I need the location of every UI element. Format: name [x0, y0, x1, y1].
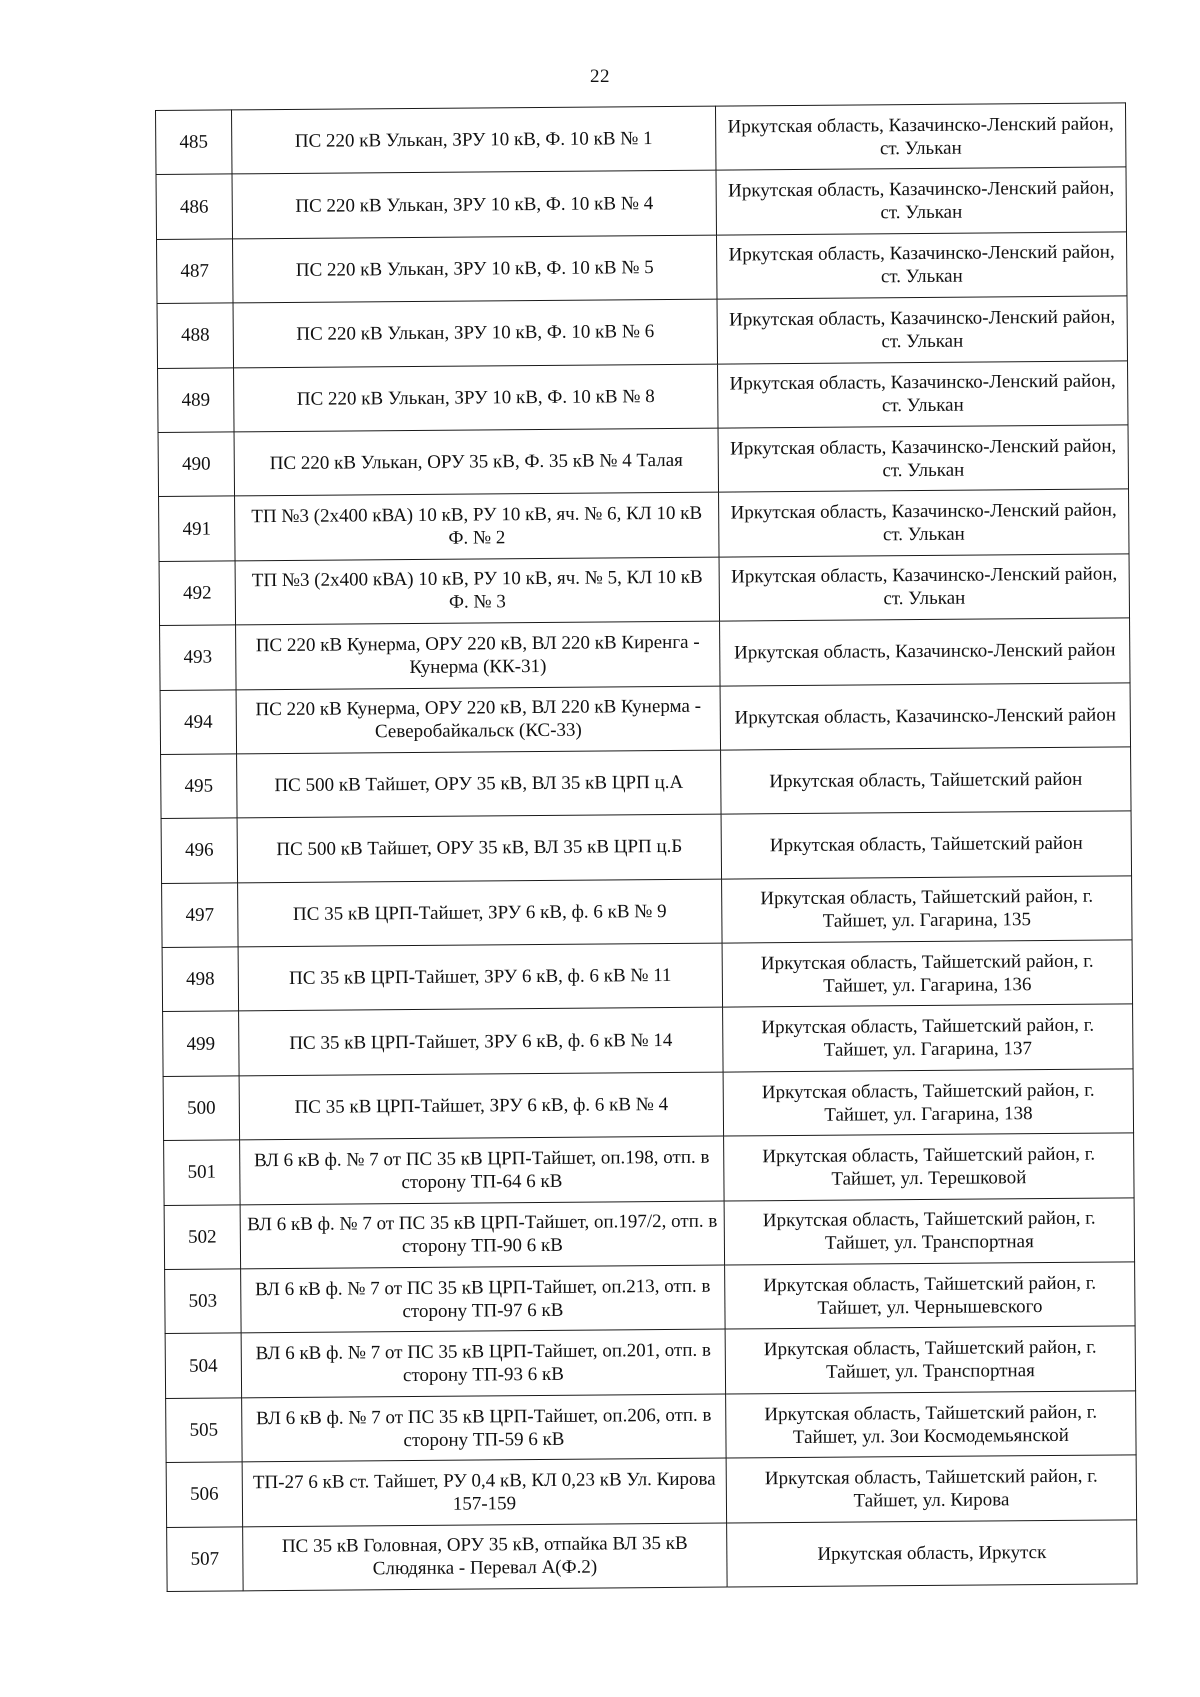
- table-row: [156, 103, 1126, 175]
- object-name-cell: ПС 35 кВ ЦРП-Тайшет, ЗРУ 6 кВ, ф. 6 кВ № 4: [239, 1072, 723, 1140]
- row-number-cell: 497: [162, 883, 239, 948]
- location-cell: Иркутская область, Тайшетский район, г. Тайшет, ул. Гагарина, 136: [722, 940, 1132, 1008]
- table-row: [163, 1069, 1133, 1141]
- object-name-cell: ТП №3 (2х400 кВА) 10 кВ, РУ 10 кВ, яч. № 6, КЛ 10 кВ Ф. № 2: [235, 492, 719, 560]
- table-row: [159, 489, 1129, 561]
- location-cell: Иркутская область, Казачинско-Ленский район: [720, 682, 1130, 750]
- object-name-cell: ПС 35 кВ ЦРП-Тайшет, ЗРУ 6 кВ, ф. 6 кВ № 14: [239, 1008, 723, 1076]
- row-number-cell: 499: [163, 1011, 240, 1076]
- row-number-cell: 486: [156, 174, 233, 239]
- object-name-cell: ПС 220 кВ Кунерма, ОРУ 220 кВ, ВЛ 220 кВ Кунерма - Северобайкальск (КС-33): [236, 686, 720, 754]
- table-row: [159, 554, 1129, 626]
- table-row: [163, 1004, 1133, 1076]
- table-row: [167, 1519, 1137, 1591]
- row-number-cell: 506: [166, 1462, 243, 1527]
- table-row: [162, 940, 1132, 1012]
- object-name-cell: ПС 500 кВ Тайшет, ОРУ 35 кВ, ВЛ 35 кВ ЦРП ц.Б: [237, 814, 721, 882]
- location-cell: Иркутская область, Тайшетский район, г. Тайшет, ул. Кирова: [726, 1455, 1136, 1523]
- location-cell: Иркутская область, Тайшетский район, г. Тайшет, ул. Гагарина, 137: [723, 1004, 1133, 1072]
- object-name-cell: ПС 220 кВ Улькан, ЗРУ 10 кВ, Ф. 10 кВ № 5: [233, 235, 717, 303]
- row-number-cell: 498: [162, 947, 239, 1012]
- row-number-cell: 503: [165, 1269, 242, 1334]
- location-cell: Иркутская область, Казачинско-Ленский район, ст. Улькан: [719, 554, 1129, 622]
- table-row: [165, 1262, 1135, 1334]
- object-name-cell: ВЛ 6 кВ ф. № 7 от ПС 35 кВ ЦРП-Тайшет, оп.198, отп. в сторону ТП-64 6 кВ: [240, 1136, 724, 1204]
- object-name-cell: ВЛ 6 кВ ф. № 7 от ПС 35 кВ ЦРП-Тайшет, оп.206, отп. в сторону ТП-59 6 кВ: [242, 1394, 726, 1462]
- table-row: [158, 425, 1128, 497]
- object-name-cell: ПС 500 кВ Тайшет, ОРУ 35 кВ, ВЛ 35 кВ ЦРП ц.А: [237, 750, 721, 818]
- row-number-cell: 504: [165, 1333, 242, 1398]
- object-name-cell: ПС 35 кВ ЦРП-Тайшет, ЗРУ 6 кВ, ф. 6 кВ № 9: [238, 879, 722, 947]
- object-name-cell: ПС 220 кВ Улькан, ЗРУ 10 кВ, Ф. 10 кВ № 8: [234, 364, 718, 432]
- location-cell: Иркутская область, Казачинско-Ленский район: [720, 618, 1130, 686]
- object-name-cell: ПС 220 кВ Кунерма, ОРУ 220 кВ, ВЛ 220 кВ Киренга - Кунерма (КК-31): [236, 621, 720, 689]
- registry-table-body: [156, 103, 1138, 1592]
- location-cell: Иркутская область, Тайшетский район, г. Тайшет, ул. Зои Космодемьянской: [726, 1391, 1136, 1459]
- object-name-cell: ВЛ 6 кВ ф. № 7 от ПС 35 кВ ЦРП-Тайшет, оп.213, отп. в сторону ТП-97 6 кВ: [241, 1265, 725, 1333]
- location-cell: Иркутская область, Тайшетский район: [721, 811, 1131, 879]
- table-row: [157, 296, 1127, 368]
- table-row: [161, 811, 1131, 883]
- table-row: [165, 1326, 1135, 1398]
- row-number-cell: 505: [166, 1398, 243, 1463]
- row-number-cell: 495: [161, 754, 238, 819]
- row-number-cell: 494: [160, 689, 237, 754]
- table-row: [164, 1133, 1134, 1205]
- table-row: [166, 1455, 1136, 1527]
- location-cell: Иркутская область, Казачинско-Ленский район, ст. Улькан: [718, 425, 1128, 493]
- location-cell: Иркутская область, Казачинско-Ленский район, ст. Улькан: [717, 296, 1127, 364]
- location-cell: Иркутская область, Казачинско-Ленский район, ст. Улькан: [718, 360, 1128, 428]
- table-row: [161, 747, 1131, 819]
- object-name-cell: ВЛ 6 кВ ф. № 7 от ПС 35 кВ ЦРП-Тайшет, оп.201, отп. в сторону ТП-93 6 кВ: [241, 1329, 725, 1397]
- object-name-cell: ПС 220 кВ Улькан, ЗРУ 10 кВ, Ф. 10 кВ № 4: [232, 170, 716, 238]
- table-row: [164, 1197, 1134, 1269]
- location-cell: Иркутская область, Тайшетский район, г. Тайшет, ул. Терешковой: [724, 1133, 1134, 1201]
- row-number-cell: 491: [159, 496, 236, 561]
- object-name-cell: ТП-27 6 кВ ст. Тайшет, РУ 0,4 кВ, КЛ 0,23 кВ Ул. Кирова 157-159: [242, 1458, 726, 1526]
- location-cell: Иркутская область, Тайшетский район, г. Тайшет, ул. Транспортная: [725, 1326, 1135, 1394]
- object-name-cell: ПС 220 кВ Улькан, ЗРУ 10 кВ, Ф. 10 кВ № 1: [232, 106, 716, 174]
- location-cell: Иркутская область, Тайшетский район, г. Тайшет, ул. Транспортная: [724, 1197, 1134, 1265]
- object-name-cell: ВЛ 6 кВ ф. № 7 от ПС 35 кВ ЦРП-Тайшет, оп.197/2, отп. в сторону ТП-90 6 кВ: [240, 1201, 724, 1269]
- row-number-cell: 489: [158, 367, 235, 432]
- table-row: [162, 876, 1132, 948]
- object-name-cell: ТП №3 (2х400 кВА) 10 кВ, РУ 10 кВ, яч. № 5, КЛ 10 кВ Ф. № 3: [235, 557, 719, 625]
- object-name-cell: ПС 220 кВ Улькан, ОРУ 35 кВ, Ф. 35 кВ № 4 Талая: [234, 428, 718, 496]
- row-number-cell: 496: [161, 818, 238, 883]
- row-number-cell: 492: [159, 561, 236, 626]
- location-cell: Иркутская область, Казачинско-Ленский район, ст. Улькан: [719, 489, 1129, 557]
- table-row: [156, 167, 1126, 239]
- row-number-cell: 501: [164, 1140, 241, 1205]
- row-number-cell: 485: [156, 110, 233, 175]
- row-number-cell: 487: [157, 239, 234, 304]
- table-row: [160, 618, 1130, 690]
- row-number-cell: 507: [167, 1526, 244, 1591]
- object-name-cell: ПС 220 кВ Улькан, ЗРУ 10 кВ, Ф. 10 кВ № 6: [233, 299, 717, 367]
- location-cell: Иркутская область, Иркутск: [727, 1519, 1137, 1587]
- row-number-cell: 493: [160, 625, 237, 690]
- row-number-cell: 488: [157, 303, 234, 368]
- location-cell: Иркутская область, Тайшетский район, г. Тайшет, ул. Гагарина, 138: [723, 1069, 1133, 1137]
- table-row: [157, 232, 1127, 304]
- table-row: [158, 360, 1128, 432]
- location-cell: Иркутская область, Тайшетский район, г. Тайшет, ул. Гагарина, 135: [722, 876, 1132, 944]
- row-number-cell: 500: [163, 1076, 240, 1141]
- location-cell: Иркутская область, Тайшетский район: [721, 747, 1131, 815]
- row-number-cell: 490: [158, 432, 235, 497]
- location-cell: Иркутская область, Казачинско-Ленский район, ст. Улькан: [716, 167, 1126, 235]
- registry-table: [155, 102, 1138, 1592]
- object-name-cell: ПС 35 кВ ЦРП-Тайшет, ЗРУ 6 кВ, ф. 6 кВ № 11: [238, 943, 722, 1011]
- page-number: 22: [590, 66, 610, 87]
- location-cell: Иркутская область, Тайшетский район, г. Тайшет, ул. Чернышевского: [725, 1262, 1135, 1330]
- row-number-cell: 502: [164, 1205, 241, 1270]
- location-cell: Иркутская область, Казачинско-Ленский район, ст. Улькан: [715, 103, 1125, 171]
- object-name-cell: ПС 35 кВ Головная, ОРУ 35 кВ, отпайка ВЛ 35 кВ Слюдянка - Перевал А(Ф.2): [243, 1523, 727, 1591]
- table-row: [166, 1391, 1136, 1463]
- location-cell: Иркутская область, Казачинско-Ленский район, ст. Улькан: [716, 232, 1126, 300]
- table-row: [160, 682, 1130, 754]
- registry-sheet: [155, 102, 1137, 1592]
